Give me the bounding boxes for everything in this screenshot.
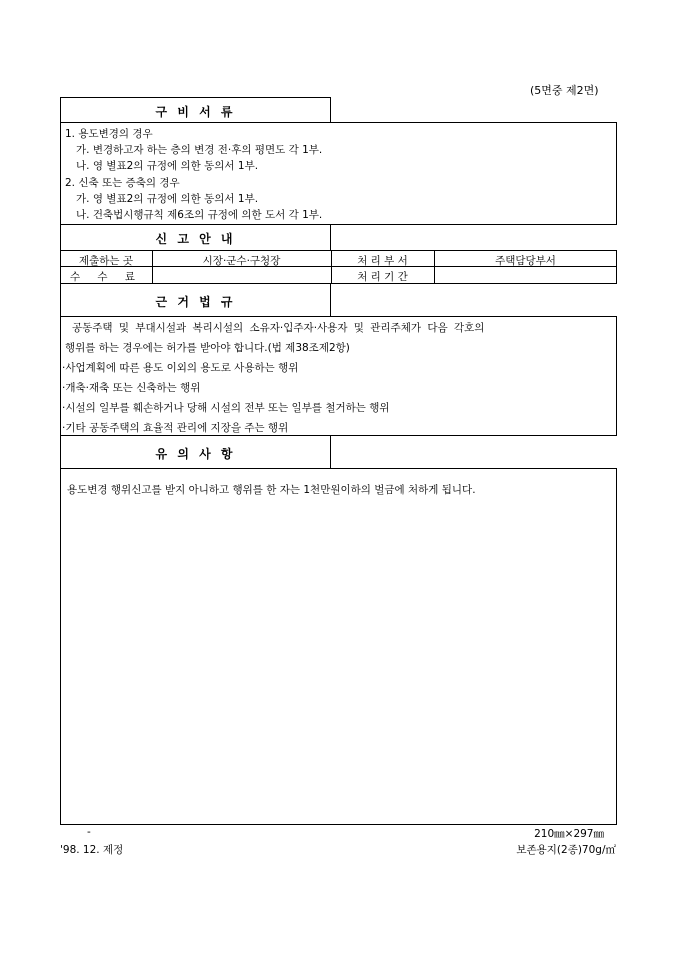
- footer-paper: 보존용지(2종)70g/㎡: [516, 844, 616, 856]
- submit-place-value: 시장·군수·구청장: [202, 255, 281, 267]
- law-line: ·기타 공동주택의 효율적 관리에 지장을 주는 행위: [62, 422, 289, 434]
- doc-line: 나. 영 별표2의 규정에 의한 동의서 1부.: [76, 160, 259, 172]
- dept-label: 처 리 부 서: [357, 255, 408, 267]
- doc-line: 1. 용도변경의 경우: [65, 128, 153, 140]
- fee-label: 수 수 료: [69, 271, 143, 283]
- report-guide-header: 신 고 안 내: [155, 232, 236, 246]
- law-line: 행위를 하는 경우에는 허가를 받아야 합니다.(법 제38조제2항): [65, 342, 350, 354]
- cautions-text: 용도변경 행위신고를 받지 아니하고 행위를 한 자는 1천만원이하의 벌금에 처하게 됩니다.: [67, 484, 476, 496]
- submit-place-label: 제출하는 곳: [78, 255, 134, 267]
- doc-line: 가. 영 별표2의 규정에 의한 동의서 1부.: [76, 193, 259, 205]
- required-documents-header: 구 비 서 류: [155, 105, 236, 119]
- doc-line: 나. 건축법시행규칙 제6조의 규정에 의한 도서 각 1부.: [76, 209, 323, 221]
- law-line: ·사업계획에 따른 용도 이외의 용도로 사용하는 행위: [62, 362, 299, 374]
- footer-size: 210㎜×297㎜: [534, 828, 604, 840]
- cautions-header: 유 의 사 항: [155, 447, 236, 461]
- page-number: (5면중 제2면): [530, 84, 599, 97]
- law-line: 공동주택 및 부대시설과 복리시설의 소유자·입주자·사용자 및 관리주체가 다음 각호의: [72, 322, 485, 334]
- doc-line: 가. 변경하고자 하는 층의 변경 전·후의 평면도 각 1부.: [76, 144, 323, 156]
- cautions-box: [60, 468, 617, 825]
- dept-value: 주택담당부서: [495, 255, 556, 267]
- law-line: ·시설의 일부를 훼손하거나 당해 시설의 전부 또는 일부를 철거하는 행위: [62, 402, 390, 414]
- footer-dash: -: [87, 826, 91, 838]
- legal-basis-header: 근 거 법 규: [155, 295, 236, 309]
- law-line: ·개축·재축 또는 신축하는 행위: [62, 382, 201, 394]
- doc-line: 2. 신축 또는 증축의 경우: [65, 177, 180, 189]
- footer-enacted: '98. 12. 제정: [60, 844, 124, 856]
- period-label: 처 리 기 간: [357, 271, 408, 283]
